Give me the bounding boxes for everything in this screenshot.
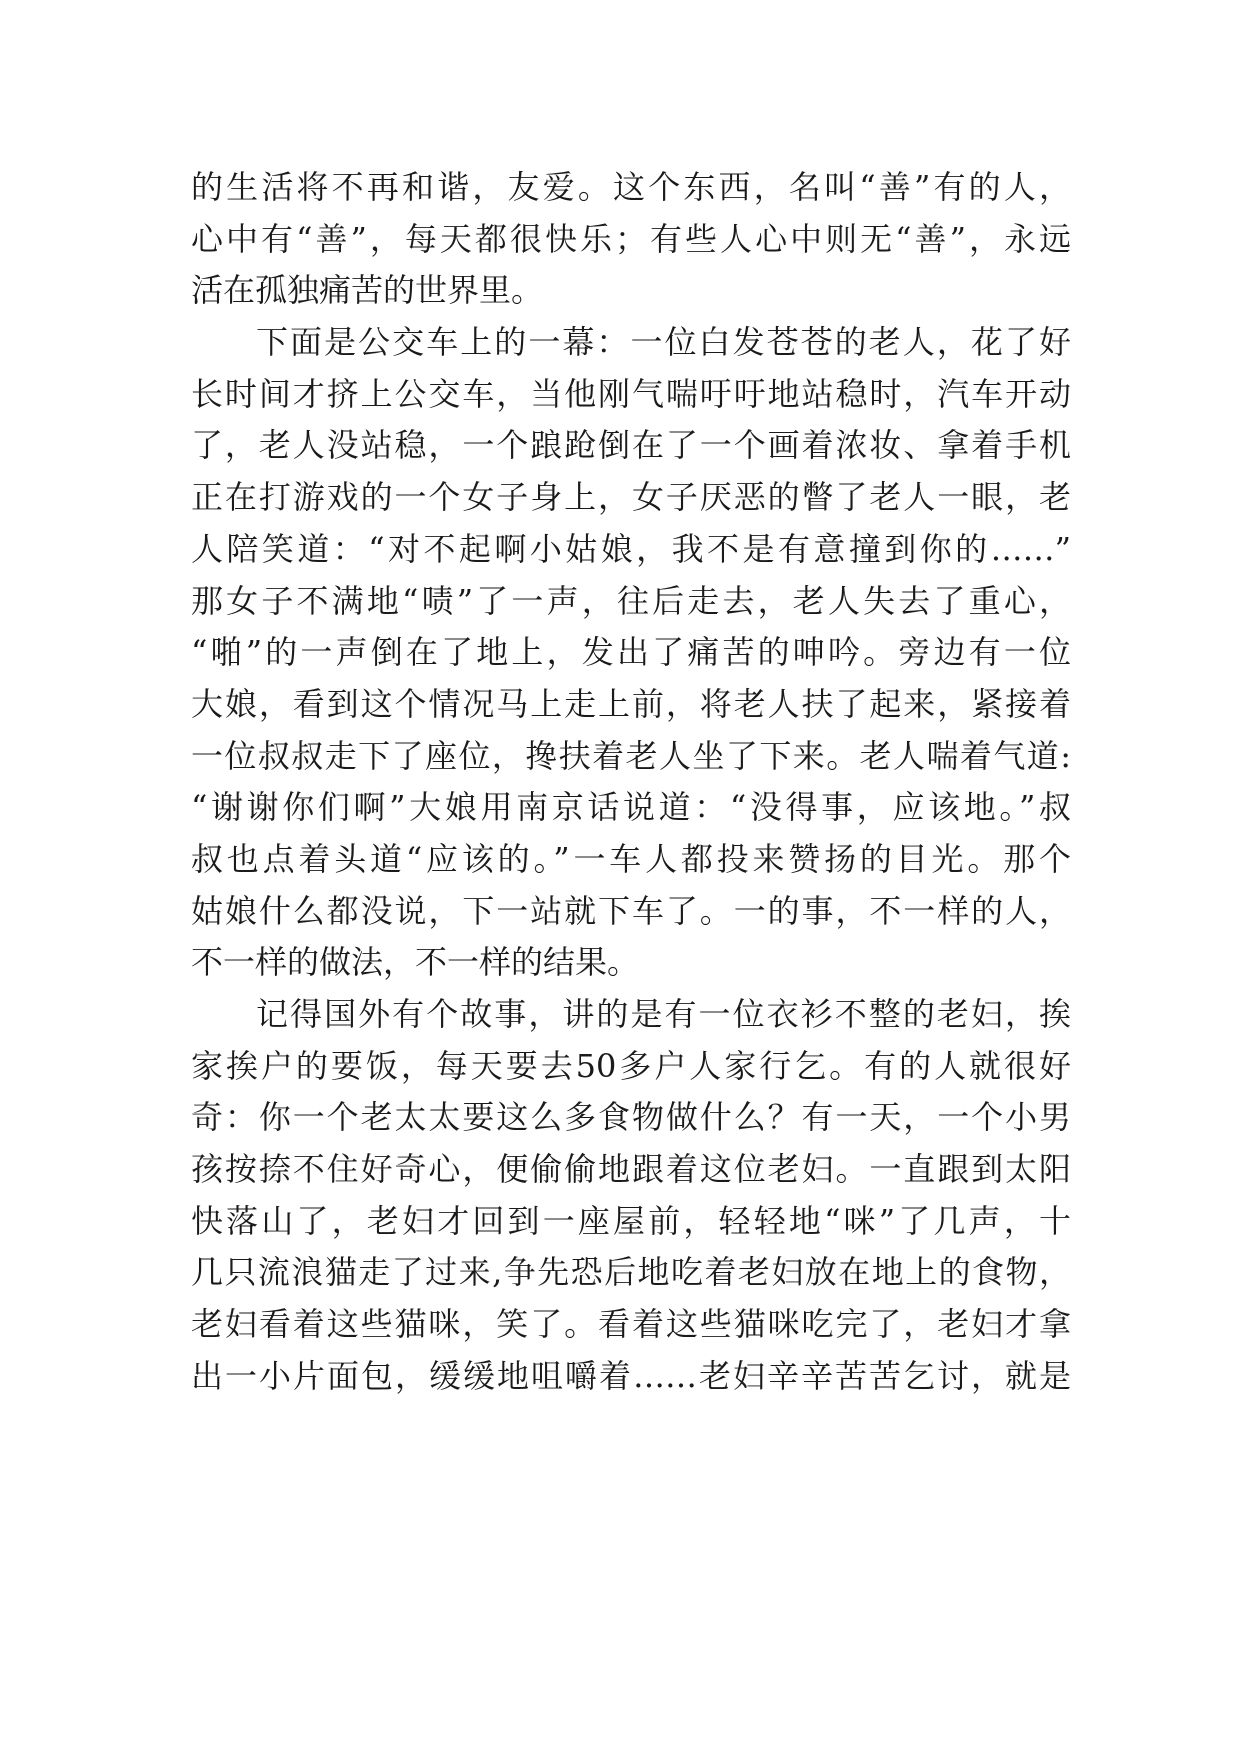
text-line: 的生活将不再和谐，友爱。这个东西，名叫“善”有的人，	[191, 168, 1071, 206]
text-line: 大娘，看到这个情况马上走上前，将老人扶了起来，紧接着	[191, 684, 1071, 723]
text-line: 正在打游戏的一个女子身上，女子厌恶的瞥了老人一眼，老	[191, 478, 1071, 517]
text-line: 快落山了，老妇才回到一座屋前，轻轻地“咪”了几声，十	[191, 1201, 1071, 1240]
body-text	[191, 162, 1071, 1403]
text-line: 人陪笑道：“对不起啊小姑娘，我不是有意撞到你的……”	[191, 529, 1071, 568]
text-line: 几只流浪猫走了过来,争先恐后地吃着老妇放在地上的食物，	[191, 1253, 1071, 1292]
text-line: 活在孤独痛苦的世界里。	[191, 271, 544, 310]
text-line: 孩按捺不住好奇心，便偷偷地跟着这位老妇。一直跟到太阳	[191, 1150, 1071, 1189]
text-line: 不一样的做法，不一样的结果。	[191, 943, 640, 982]
text-line: 下面是公交车上的一幕：一位白发苍苍的老人，花了好	[256, 323, 1071, 362]
text-line: 心中有“善”，每天都很快乐；有些人心中则无“善”，永远	[191, 219, 1071, 258]
text-line: 家挨户的要饭，每天要去50多户人家行乞。有的人就很好	[191, 1046, 1071, 1085]
text-line: “啪”的一声倒在了地上，发出了痛苦的呻吟。旁边有一位	[191, 633, 1071, 672]
text-line: 奇：你一个老太太要这么多食物做什么？有一天，一个小男	[191, 1098, 1071, 1137]
text-line: 长时间才挤上公交车，当他刚气喘吁吁地站稳时，汽车开动	[191, 374, 1071, 413]
text-line: 老妇看着这些猫咪，笑了。看着这些猫咪吃完了，老妇才拿	[191, 1305, 1071, 1344]
text-line: 出一小片面包，缓缓地咀嚼着……老妇辛辛苦苦乞讨，就是	[191, 1356, 1071, 1395]
text-line: 了，老人没站稳，一个踉跄倒在了一个画着浓妆、拿着手机	[191, 426, 1071, 465]
text-line: 一位叔叔走下了座位，搀扶着老人坐了下来。老人喘着气道:	[191, 736, 1071, 775]
text-line: 那女子不满地“啧”了一声，往后走去，老人失去了重心，	[191, 581, 1071, 620]
text-line: 叔也点着头道“应该的。”一车人都投来赞扬的目光。那个	[191, 839, 1071, 878]
text-line: 姑娘什么都没说，下一站就下车了。一的事，不一样的人，	[191, 891, 1071, 930]
text-line: “谢谢你们啊”大娘用南京话说道：“没得事，应该地。”叔	[191, 788, 1071, 827]
text-line: 记得国外有个故事，讲的是有一位衣衫不整的老妇，挨	[256, 995, 1071, 1033]
